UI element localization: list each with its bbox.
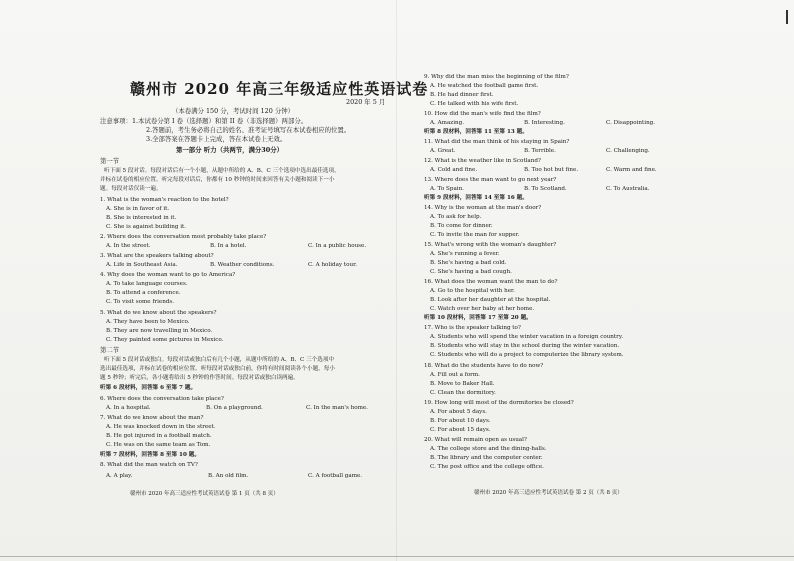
note-line-3: 3.全部答案在答题卡上完成，答在本试卷上无效。 [146,135,287,143]
question-11-option-a: A. Great. [430,148,456,154]
question-19: 19. How long will most of the dormitories be closed? [424,400,574,406]
section2-instruction-2: 选出最佳选项，并标在试卷的相应位置。听每段对话或独白前，你将有时间阅读各个小题，每小 [100,366,335,372]
question-16-option-a: A. Go to the hospital with her. [430,288,515,294]
question-20-option-c: C. The post office and the college office. [430,464,544,470]
question-15-option-a: A. She's running a fever. [430,251,500,257]
question-19-option-a: A. For about 5 days. [430,409,487,415]
question-4: 4. Why does the woman want to go to America? [100,272,236,278]
question-8: 8. What did the man watch on TV? [100,462,198,468]
question-7: 7. What do we know about the man? [100,415,204,421]
question-5-option-b: B. They are now travelling in Mexico. [106,328,213,334]
question-10-option-a: A. Amazing. [430,120,464,126]
question-4-option-b: B. To attend a conference. [106,290,181,296]
question-12-option-c: C. Warm and fine. [606,167,657,173]
question-13-option-c: C. To Australia. [606,186,650,192]
page-title: 赣州市 2020 年高三年级适应性英语试卷 [130,80,429,98]
question-8-option-c: C. A football game. [308,473,363,479]
page-1-footer: 赣州市 2020 年高三适应性考试英语试卷 第 1 页（共 8 页） [130,491,279,497]
question-7-option-c: C. He was on the same team as Tom. [106,442,211,448]
question-4-option-a: A. To take language courses. [106,281,188,287]
section2-heading: 第二节 [100,346,120,354]
question-2-option-b: B. In a hotel. [210,243,247,249]
prompt-14: 听第 9 段材料，回答第 14 至第 16 题。 [424,195,528,201]
question-1-option-b: B. She is interested in it. [106,215,177,221]
question-7-option-b: B. He got injured in a football match. [106,433,212,439]
question-14-option-b: B. To come for dinner. [430,223,493,229]
question-6-option-c: C. In the man's home. [306,405,368,411]
question-14: 14. Why is the woman at the man's door? [424,205,542,211]
question-11-option-b: B. Terrible. [524,148,556,154]
question-20-option-a: A. The college store and the dining-halls. [430,446,547,452]
section1-instruction-1: 听下面 5 段对话。每段对话后有一个小题，从题中所给的 A、B、C 三个选项中选出最佳选项， [104,168,340,174]
question-20-option-b: B. The library and the computer center. [430,455,543,461]
part-title: 第一部分 听力（共两节，满分30分） [176,146,283,154]
question-2-option-a: A. In the street. [106,243,151,249]
question-20: 20. What will remain open as usual? [424,437,527,443]
page-1 [90,0,429,561]
question-5: 5. What do we know about the speakers? [100,310,217,316]
section2-prompt: 听第 6 段材料，回答第 6 至第 7 题。 [100,385,197,391]
question-5-option-c: C. They painted some pictures in Mexico. [106,337,224,343]
question-1-option-a: A. She is in favor of it. [106,206,170,212]
page-2 [418,0,710,561]
exam-date: 2020 年 5 月 [346,98,386,106]
question-18-option-b: B. Move to Baker Hall. [430,381,495,387]
section1-instruction-3: 题。每段对话仅读一遍。 [100,186,162,192]
question-4-option-c: C. To visit some friends. [106,299,175,305]
question-3-option-a: A. Life in Southeast Asia. [106,262,178,268]
question-5-option-a: A. They have been to Mexico. [106,319,190,325]
section1-heading: 第一节 [100,157,120,165]
question-17: 17. Who is the speaker talking to? [424,325,521,331]
question-13-option-b: B. To Scotland. [524,186,567,192]
question-10-option-b: B. Interesting. [524,120,565,126]
question-9: 9. Why did the man miss the beginning of the film? [424,74,569,80]
question-14-option-c: C. To invite the man for supper. [430,232,520,238]
question-6: 6. Where does the conversation take place? [100,396,224,402]
section2-instruction-1: 听下面 5 段对话或独白。每段对话或独白后有几个小题，从题中所给的 A、B、C 三个选项中 [104,357,335,363]
question-17-option-a: A. Students who will spend the winter vacation in a foreign country. [430,334,624,340]
question-13: 13. Where does the man want to go next year? [424,177,557,183]
question-15: 15. What's wrong with the woman's daughter? [424,242,557,248]
question-15-option-c: C. She's having a bad cough. [430,269,512,275]
question-13-option-a: A. To Spain. [430,186,464,192]
question-10: 10. How did the man's wife find the film? [424,111,541,117]
question-16-option-c: C. Watch over her baby at her home. [430,306,535,312]
question-12: 12. What is the weather like in Scotland? [424,158,541,164]
question-19-option-c: C. For about 15 days. [430,427,491,433]
question-11-option-c: C. Challenging. [606,148,650,154]
question-3-option-c: C. A holiday tour. [308,262,357,268]
question-12-option-b: B. Too hot but fine. [524,167,579,173]
question-1-option-c: C. She is against building it. [106,224,187,230]
question-9-option-c: C. He talked with his wife first. [430,101,519,107]
question-10-option-c: C. Disappointing. [606,120,656,126]
question-16-option-b: B. Look after her daughter at the hospital. [430,297,551,303]
question-6-option-a: A. In a hospital. [106,405,151,411]
question-15-option-b: B. She's having a bad cold. [430,260,507,266]
question-3-option-b: B. Weather conditions. [210,262,275,268]
prompt-11: 听第 8 段材料，回答第 11 至第 13 题。 [424,129,528,135]
question-14-option-a: A. To ask for help. [430,214,482,220]
question-19-option-b: B. For about 10 days. [430,418,491,424]
section2-instruction-3: 题 5 秒钟；听完后，各小题将给出 5 秒钟的作答时间。每段对话或独白读两遍。 [100,375,299,381]
question-8-option-a: A. A play. [106,473,133,479]
question-3: 3. What are the speakers talking about? [100,253,214,259]
question-1: 1. What is the woman's reaction to the hotel? [100,197,229,203]
prompt-17: 听第 10 段材料，回答第 17 至第 20 题。 [424,315,532,321]
question-8-option-b: B. An old film. [208,473,249,479]
section1-instruction-2: 并标在试卷的相应位置。听完每段对话后，你都有 10 秒钟的时间来回答有关小题和阅读下一小 [100,177,335,183]
question-12-option-a: A. Cold and fine. [430,167,478,173]
question-18: 18. What do the students have to do now? [424,363,544,369]
question-9-option-b: B. He had dinner first. [430,92,494,98]
question-18-option-c: C. Clean the dormitory. [430,390,496,396]
question-2-option-c: C. In a public house. [308,243,367,249]
question-16: 16. What does the woman want the man to do? [424,279,558,285]
question-6-option-b: B. On a playground. [206,405,263,411]
page-2-footer: 赣州市 2020 年高三适应性考试英语试卷 第 2 页（共 8 页） [474,490,623,496]
scan-edge-mark [786,10,788,24]
question-18-option-a: A. Fill out a form. [430,372,480,378]
note-line-1: 注意事项：1.本试卷分第 I 卷（选择题）和第 II 卷（非选择题）两部分。 [100,117,308,125]
question-17-option-b: B. Students who will stay in the school during the winter vacation. [430,343,620,349]
note-line-2: 2.答题前，考生务必将自己的姓名、准考证号填写在本试卷相应的位置。 [146,126,351,134]
question-17-option-c: C. Students who will do a project to computerize the library system. [430,352,624,358]
question-9-option-a: A. He watched the football game first. [430,83,539,89]
question-2: 2. Where does the conversation most probably take place? [100,234,267,240]
exam-info: （本卷满分 150 分，考试时间 120 分钟） [172,107,294,115]
question-7-option-a: A. He was knocked down in the street. [106,424,216,430]
prompt-8: 听第 7 段材料，回答第 8 至第 10 题。 [100,452,200,458]
question-11: 11. What did the man think of his staying in Spain? [424,139,570,145]
